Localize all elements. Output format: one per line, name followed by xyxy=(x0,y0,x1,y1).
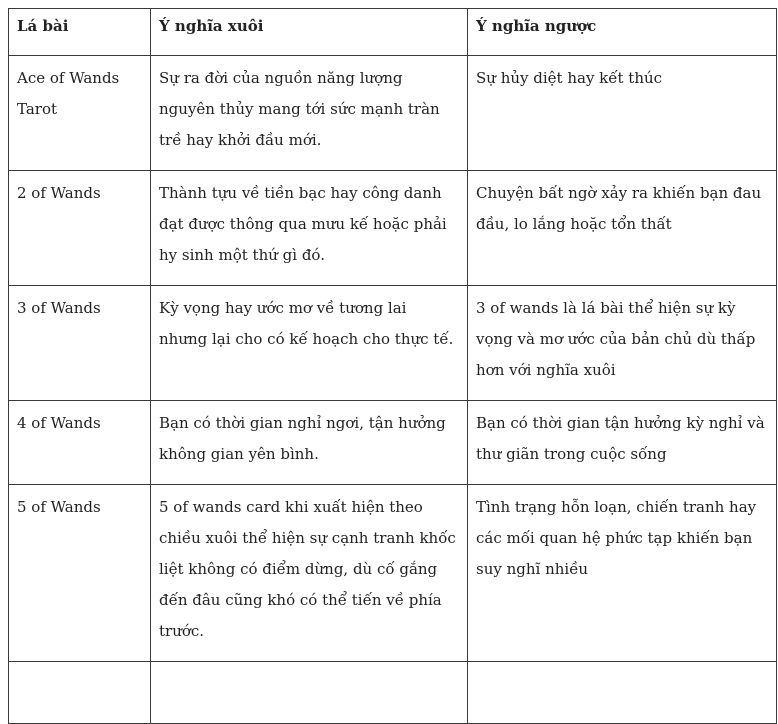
tarot-meaning-table xyxy=(8,8,777,724)
table-row xyxy=(9,286,777,401)
table-row xyxy=(9,401,777,485)
table-row xyxy=(9,485,777,662)
cell-upright: Kỳ vọng hay ước mơ về tương lai nhưng lại cho có kế hoạch cho thực tế. xyxy=(151,286,468,401)
cell-empty xyxy=(151,662,468,724)
header-upright: Ý nghĩa xuôi xyxy=(151,9,468,56)
cell-empty xyxy=(9,662,151,724)
cell-card: 2 of Wands xyxy=(9,171,151,286)
header-card: Lá bài xyxy=(9,9,151,56)
cell-card: 5 of Wands xyxy=(9,485,151,662)
table-row xyxy=(9,56,777,171)
cell-upright: Bạn có thời gian nghỉ ngơi, tận hưởng không gian yên bình. xyxy=(151,401,468,485)
cell-upright: 5 of wands card khi xuất hiện theo chiều xuôi thể hiện sự cạnh tranh khốc liệt không có điểm dừng, dù cố gắng đến đâu cũng khó có thể tiến về phía trước. xyxy=(151,485,468,662)
cell-upright: Thành tựu về tiền bạc hay công danh đạt được thông qua mưu kế hoặc phải hy sinh một thứ gì đó. xyxy=(151,171,468,286)
cell-reversed: Sự hủy diệt hay kết thúc xyxy=(468,56,777,171)
cell-card: 4 of Wands xyxy=(9,401,151,485)
cell-reversed: 3 of wands là lá bài thể hiện sự kỳ vọng và mơ ước của bản chủ dù thấp hơn với nghĩa xuôi xyxy=(468,286,777,401)
cell-reversed: Chuyện bất ngờ xảy ra khiến bạn đau đầu, lo lắng hoặc tổn thất xyxy=(468,171,777,286)
table-header-row xyxy=(9,9,777,56)
cell-reversed: Tình trạng hỗn loạn, chiến tranh hay các mối quan hệ phức tạp khiến bạn suy nghĩ nhiều xyxy=(468,485,777,662)
cell-reversed: Bạn có thời gian tận hưởng kỳ nghỉ và thư giãn trong cuộc sống xyxy=(468,401,777,485)
header-reversed: Ý nghĩa ngược xyxy=(468,9,777,56)
cell-empty xyxy=(468,662,777,724)
cell-upright: Sự ra đời của nguồn năng lượng nguyên thủy mang tới sức mạnh tràn trề hay khởi đầu mới. xyxy=(151,56,468,171)
cell-card: 3 of Wands xyxy=(9,286,151,401)
table-row-partial xyxy=(9,662,777,724)
cell-card: Ace of Wands Tarot xyxy=(9,56,151,171)
table-row xyxy=(9,171,777,286)
